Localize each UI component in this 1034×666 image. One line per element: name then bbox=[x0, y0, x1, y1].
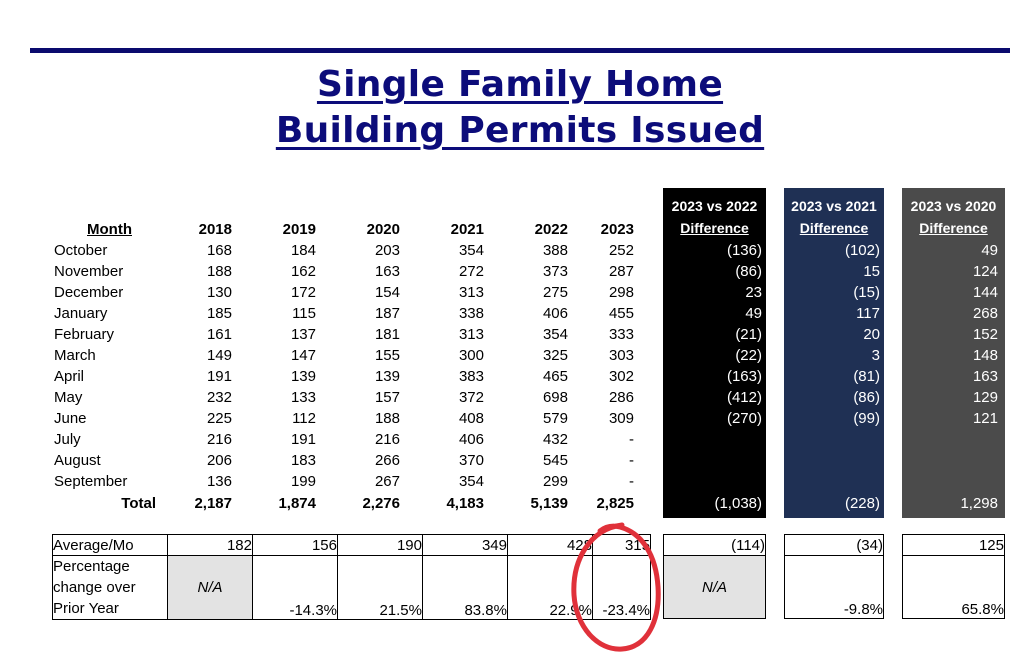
diff-2022-subheader: Difference bbox=[680, 220, 749, 236]
cell-value: 181 bbox=[374, 326, 400, 343]
cell-value: 185 bbox=[206, 305, 232, 322]
average-2019: 156 bbox=[253, 535, 338, 556]
cell-value: 130 bbox=[206, 284, 232, 301]
total-diff-value: (1,038) bbox=[714, 495, 762, 512]
cell-value: 225 bbox=[206, 410, 232, 427]
cell-value: - bbox=[629, 473, 634, 490]
cell-value: 303 bbox=[608, 347, 634, 364]
cell-value: 338 bbox=[458, 305, 484, 322]
diff-value: (15) bbox=[853, 284, 880, 301]
cell-value: 372 bbox=[458, 389, 484, 406]
cell-value: 139 bbox=[290, 368, 316, 385]
cell-value: 272 bbox=[458, 263, 484, 280]
diff-value: 23 bbox=[745, 284, 762, 301]
pct-2019: -14.3% bbox=[253, 556, 338, 620]
title-line-2: Building Permits Issued bbox=[275, 110, 765, 151]
year-header-2018: 2018 bbox=[198, 221, 232, 238]
cell-value: 383 bbox=[458, 368, 484, 385]
cell-value: 354 bbox=[458, 473, 484, 490]
month-label: April bbox=[54, 368, 85, 385]
diff-value: (412) bbox=[726, 389, 762, 406]
total-value: 2,187 bbox=[194, 495, 232, 512]
pct-label-line-3: Prior Year bbox=[53, 600, 119, 617]
diff-value: (270) bbox=[726, 410, 762, 427]
pct-2020: 21.5% bbox=[338, 556, 423, 620]
diff-value: 3 bbox=[871, 347, 880, 364]
pct-label-line-1: Percentage bbox=[53, 558, 130, 575]
average-2021: 349 bbox=[423, 535, 508, 556]
cell-value: 172 bbox=[290, 284, 316, 301]
average-diff-2021: (34) bbox=[785, 535, 884, 556]
cell-value: 406 bbox=[542, 305, 568, 322]
cell-value: 300 bbox=[458, 347, 484, 364]
top-rule bbox=[30, 48, 1010, 53]
year-header-2022: 2022 bbox=[534, 221, 568, 238]
diff-value: (99) bbox=[853, 410, 880, 427]
year-header-2021: 2021 bbox=[450, 221, 484, 238]
month-header: Month bbox=[87, 221, 132, 238]
cell-value: 455 bbox=[608, 305, 634, 322]
cell-value: 154 bbox=[374, 284, 400, 301]
cell-value: 354 bbox=[542, 326, 568, 343]
diff-value: 163 bbox=[972, 368, 998, 385]
cell-value: 286 bbox=[608, 389, 634, 406]
pct-2018: N/A bbox=[168, 556, 253, 620]
cell-value: 266 bbox=[374, 452, 400, 469]
average-2018: 182 bbox=[168, 535, 253, 556]
cell-value: 188 bbox=[206, 263, 232, 280]
pct-2021: 83.8% bbox=[423, 556, 508, 620]
cell-value: 370 bbox=[458, 452, 484, 469]
diff-value: (102) bbox=[844, 242, 880, 259]
cell-value: 298 bbox=[608, 284, 634, 301]
diff-value: (86) bbox=[853, 389, 880, 406]
summary-diff-2021 bbox=[784, 534, 884, 619]
cell-value: 155 bbox=[374, 347, 400, 364]
cell-value: 133 bbox=[290, 389, 316, 406]
cell-value: 309 bbox=[608, 410, 634, 427]
cell-value: 287 bbox=[608, 263, 634, 280]
average-label: Average/Mo bbox=[53, 535, 168, 556]
cell-value: 333 bbox=[608, 326, 634, 343]
cell-value: 275 bbox=[542, 284, 568, 301]
diff-2021-header: 2023 vs 2021 bbox=[791, 198, 877, 214]
total-value: 1,874 bbox=[278, 495, 316, 512]
diff-value: 268 bbox=[972, 305, 998, 322]
month-label: November bbox=[54, 263, 124, 280]
cell-value: 252 bbox=[608, 242, 634, 259]
diff-value: 49 bbox=[981, 242, 998, 259]
title-line-1: Single Family Home bbox=[316, 64, 724, 105]
pct-2022: 22.9% bbox=[508, 556, 593, 620]
month-label: August bbox=[54, 452, 101, 469]
diff-value: 152 bbox=[972, 326, 998, 343]
cell-value: 112 bbox=[292, 410, 316, 427]
total-label: Total bbox=[121, 495, 156, 512]
cell-value: 139 bbox=[374, 368, 400, 385]
cell-value: 216 bbox=[374, 431, 400, 448]
average-2022: 428 bbox=[508, 535, 593, 556]
total-value: 2,276 bbox=[362, 495, 400, 512]
diff-2021-subheader: Difference bbox=[799, 220, 869, 236]
diff-value: (21) bbox=[735, 326, 762, 343]
average-2023: 315 bbox=[593, 535, 651, 556]
cell-value: 184 bbox=[290, 242, 316, 259]
year-header-2023: 2023 bbox=[600, 221, 634, 238]
average-diff-2020: 125 bbox=[903, 535, 1005, 556]
cell-value: 162 bbox=[290, 263, 316, 280]
cell-value: 302 bbox=[608, 368, 634, 385]
total-diff-value: 1,298 bbox=[960, 495, 998, 512]
pct-2023: -23.4% bbox=[593, 556, 651, 620]
cell-value: 465 bbox=[542, 368, 568, 385]
cell-value: 161 bbox=[206, 326, 232, 343]
cell-value: 203 bbox=[374, 242, 400, 259]
month-label: September bbox=[54, 473, 128, 490]
cell-value: 388 bbox=[542, 242, 568, 259]
summary-diff-2020 bbox=[902, 534, 1005, 619]
diff-value: 15 bbox=[863, 263, 880, 280]
total-diff-value: (228) bbox=[844, 495, 880, 512]
diff-value: 124 bbox=[972, 263, 998, 280]
cell-value: 188 bbox=[374, 410, 400, 427]
cell-value: 147 bbox=[290, 347, 316, 364]
total-value: 2,825 bbox=[596, 495, 634, 512]
diff-value: (163) bbox=[726, 368, 762, 385]
cell-value: 136 bbox=[206, 473, 232, 490]
cell-value: 373 bbox=[542, 263, 568, 280]
cell-value: 545 bbox=[542, 452, 568, 469]
pct-diff-2020: 65.8% bbox=[903, 556, 1005, 619]
month-label: June bbox=[54, 410, 87, 427]
highlight-circle bbox=[560, 515, 670, 660]
cell-value: 698 bbox=[542, 389, 568, 406]
total-value: 4,183 bbox=[446, 495, 484, 512]
cell-value: 191 bbox=[206, 368, 232, 385]
cell-value: 199 bbox=[290, 473, 316, 490]
cell-value: 313 bbox=[458, 326, 484, 343]
cell-value: - bbox=[629, 452, 634, 469]
month-label: January bbox=[54, 305, 108, 322]
diff-value: (136) bbox=[726, 242, 762, 259]
diff-value: 129 bbox=[972, 389, 998, 406]
month-label: May bbox=[54, 389, 83, 406]
month-label: March bbox=[54, 347, 96, 364]
cell-value: 325 bbox=[542, 347, 568, 364]
cell-value: 406 bbox=[458, 431, 484, 448]
diff-value: (86) bbox=[735, 263, 762, 280]
cell-value: 232 bbox=[206, 389, 232, 406]
cell-value: 137 bbox=[290, 326, 316, 343]
average-diff-2022: (114) bbox=[664, 535, 766, 556]
diff-value: (81) bbox=[853, 368, 880, 385]
cell-value: 408 bbox=[458, 410, 484, 427]
diff-2020-subheader: Difference bbox=[919, 220, 988, 236]
month-label: December bbox=[54, 284, 124, 301]
cell-value: 187 bbox=[374, 305, 400, 322]
cell-value: 579 bbox=[542, 410, 568, 427]
cell-value: 299 bbox=[542, 473, 568, 490]
diff-2020-header: 2023 vs 2020 bbox=[910, 198, 997, 214]
pct-diff-2021: -9.8% bbox=[785, 556, 884, 619]
summary-diff-2022 bbox=[663, 534, 766, 619]
diff-value: 121 bbox=[972, 410, 998, 427]
cell-value: 216 bbox=[206, 431, 232, 448]
average-2020: 190 bbox=[338, 535, 423, 556]
cell-value: 206 bbox=[206, 452, 232, 469]
cell-value: 183 bbox=[290, 452, 316, 469]
diff-value: 144 bbox=[972, 284, 998, 301]
total-value: 5,139 bbox=[530, 495, 568, 512]
diff-value: 117 bbox=[856, 305, 880, 322]
diff-value: (22) bbox=[735, 347, 762, 364]
diff-value: 20 bbox=[863, 326, 880, 343]
cell-value: 115 bbox=[292, 305, 316, 322]
diff-value: 148 bbox=[972, 347, 998, 364]
cell-value: 354 bbox=[458, 242, 484, 259]
pct-label-line-2: change over bbox=[53, 579, 136, 596]
diff-2022-header: 2023 vs 2022 bbox=[671, 198, 758, 214]
pct-label bbox=[53, 556, 168, 620]
diff-value: 49 bbox=[745, 305, 762, 322]
month-label: July bbox=[54, 431, 81, 448]
pct-diff-2022: N/A bbox=[664, 556, 766, 619]
cell-value: 313 bbox=[458, 284, 484, 301]
month-label: October bbox=[54, 242, 108, 259]
cell-value: 157 bbox=[374, 389, 400, 406]
cell-value: - bbox=[629, 431, 634, 448]
cell-value: 191 bbox=[290, 431, 316, 448]
cell-value: 432 bbox=[542, 431, 568, 448]
cell-value: 149 bbox=[206, 347, 232, 364]
cell-value: 168 bbox=[206, 242, 232, 259]
cell-value: 267 bbox=[374, 473, 400, 490]
month-label: February bbox=[54, 326, 115, 343]
cell-value: 163 bbox=[374, 263, 400, 280]
year-header-2019: 2019 bbox=[282, 221, 316, 238]
year-header-2020: 2020 bbox=[366, 221, 400, 238]
